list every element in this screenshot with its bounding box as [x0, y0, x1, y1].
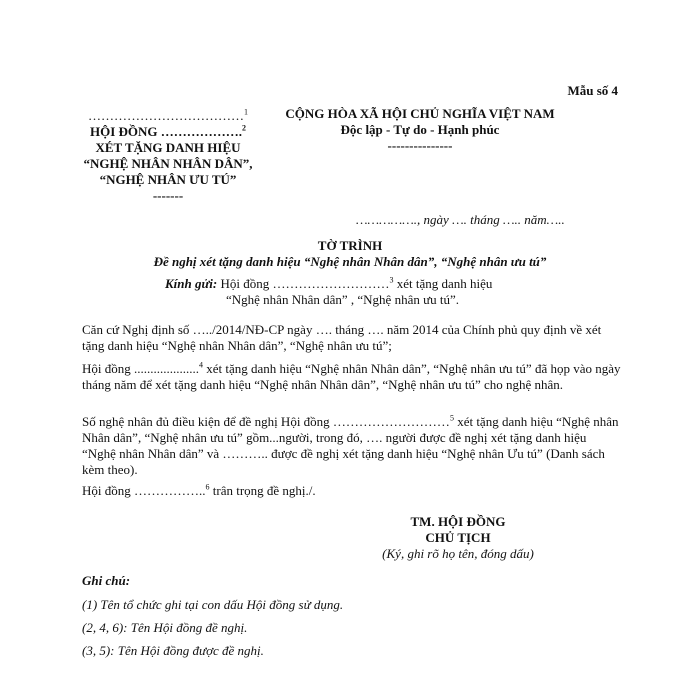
recipient-line2: “Nghệ nhân Nhân dân” , “Nghệ nhân ưu tú”.: [226, 292, 460, 307]
country-name: CỘNG HÒA XÃ HỘI CHỦ NGHĨA VIỆT NAM: [285, 106, 555, 121]
paragraph-council-meeting: Hội đồng ....................$^4$ xét tặng danh hiệu “Nghệ nhân Nhân dân”, “Nghệ nhân ưu tú” đã họp vào ngày tháng năm để xét tặng danh hiệu “Nghệ nhân Nhân dân”, “Nghệ nhân ưu tú” cho nghệ nhân.: [82, 360, 621, 392]
council-title-merit: “NGHỆ NHÂN ƯU TÚ”: [99, 172, 237, 187]
council-title-people: “NGHỆ NHÂN NHÂN DÂN”,: [83, 156, 253, 171]
document-title: TỜ TRÌNH: [317, 238, 383, 253]
recipient-line1: Hội đồng ………………………$^3$ xét tặng danh hiệu: [220, 275, 493, 291]
signature-instruction: (Ký, ghi rõ họ tên, đóng dấu): [382, 546, 534, 561]
council-purpose-line: XÉT TẶNG DANH HIỆU: [95, 140, 241, 155]
motto-divider: ---------------: [387, 138, 453, 153]
paragraph-candidates: Số nghệ nhân đủ điều kiện để đề nghị Hội đồng ………………………$^5$ xét tặng danh hiệu “Nghệ nhân Nhân dân”, “Nghệ nhân ưu tú” gồm...người, trong đó, …. người được đề nghị xét tặng danh hiệu “Nghệ nhân Nhân dân” và ……….. được đề nghị xét tặng danh hiệu “Nghệ nhân Ưu tú” (Danh sách kèm theo).: [82, 413, 619, 477]
note-2: (2, 4, 6): Tên Hội đồng đề nghị.: [82, 620, 248, 635]
signature-title: CHỦ TỊCH: [425, 530, 491, 545]
paragraph-legal-basis: Căn cứ Nghị định số …../2014/NĐ-CP ngày …. tháng …. năm 2014 của Chính phủ quy định về xét tặng danh hiệu “Nghệ nhân Nhân dân”, “Nghệ nhân ưu tú”;: [82, 322, 602, 353]
date-line: ……………., ngày …. tháng ….. năm…..: [356, 212, 565, 227]
paragraph-request: Hội đồng ……………..$^6$ trân trọng đề nghị./.: [82, 482, 316, 498]
national-header: [270, 106, 570, 154]
issuer-header: [78, 108, 258, 204]
issuer-divider: -------: [152, 188, 184, 203]
recipient-label: Kính gửi:: [165, 276, 218, 291]
council-name-line: HỘI ĐỒNG ……………….$^2$: [89, 123, 247, 139]
document-subtitle: Đề nghị xét tặng danh hiệu “Nghệ nhân Nhân dân”, “Nghệ nhân ưu tú”: [153, 254, 547, 269]
signature-block: [358, 514, 558, 562]
note-3: (3, 5): Tên Hội đồng được đề nghị.: [82, 643, 264, 658]
signature-role: TM. HỘI ĐỒNG: [410, 514, 506, 529]
issuer-org-line: ………………………………$^1$: [88, 107, 248, 123]
form-number: Mẫu số 4: [567, 83, 618, 98]
note-1: (1) Tên tổ chức ghi tại con dấu Hội đồng sử dụng.: [82, 597, 344, 612]
recipient-block: [165, 276, 492, 292]
national-motto: Độc lập - Tự do - Hạnh phúc: [340, 122, 500, 137]
notes-heading: Ghi chú:: [82, 573, 131, 588]
